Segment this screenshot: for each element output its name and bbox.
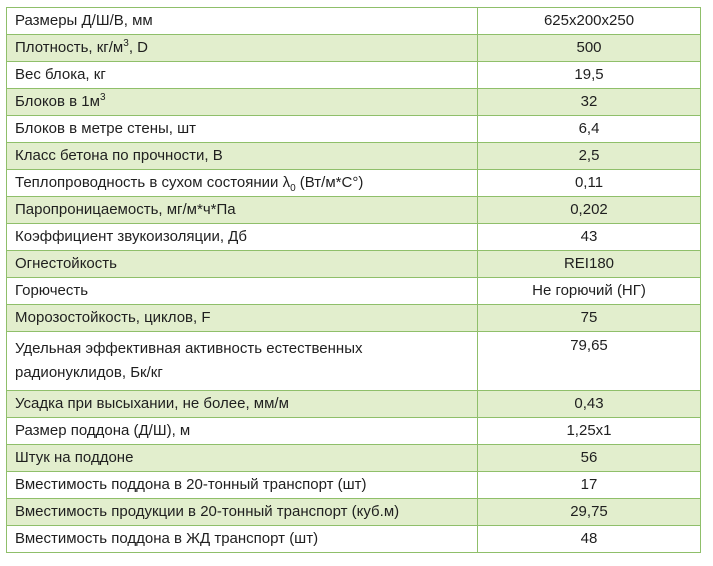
- param-value: 500: [478, 35, 701, 62]
- param-label: [7, 89, 478, 116]
- table-row: [7, 197, 701, 224]
- label-tail: (Вт/м*С°): [295, 174, 364, 191]
- table-row: [7, 278, 701, 305]
- table-row: [7, 418, 701, 445]
- param-value: Не горючий (НГ): [478, 278, 701, 305]
- param-label: Коэффициент звукоизоляции, Дб: [7, 224, 478, 251]
- param-value: 2,5: [478, 143, 701, 170]
- table-row: [7, 332, 701, 391]
- param-value: REI180: [478, 251, 701, 278]
- param-value: 32: [478, 89, 701, 116]
- param-label: Паропроницаемость, мг/м*ч*Па: [7, 197, 478, 224]
- table-row: [7, 251, 701, 278]
- table-row: [7, 391, 701, 418]
- param-value: 79,65: [478, 332, 701, 391]
- param-label: Вместимость продукции в 20-тонный транспорт (куб.м): [7, 499, 478, 526]
- param-value: 6,4: [478, 116, 701, 143]
- table-row: [7, 445, 701, 472]
- param-value: 17: [478, 472, 701, 499]
- param-value: 56: [478, 445, 701, 472]
- param-value: 29,75: [478, 499, 701, 526]
- label-superscript: 3: [123, 38, 129, 49]
- table-row: [7, 89, 701, 116]
- param-label: [7, 35, 478, 62]
- table-row: [7, 170, 701, 197]
- label-subscript: 0: [290, 183, 296, 194]
- param-label: Удельная эффективная активность естественных радионуклидов, Бк/кг: [7, 332, 478, 391]
- table-row: [7, 224, 701, 251]
- param-label: Вместимость поддона в ЖД транспорт (шт): [7, 526, 478, 553]
- table-row: [7, 472, 701, 499]
- label-tail: , D: [128, 39, 148, 56]
- specifications-table: [6, 7, 701, 553]
- param-label: Усадка при высыхании, не более, мм/м: [7, 391, 478, 418]
- table-row: [7, 62, 701, 89]
- table-row: [7, 8, 701, 35]
- table-row: [7, 35, 701, 62]
- table-row: [7, 499, 701, 526]
- param-value: 625х200х250: [478, 8, 701, 35]
- param-value: 48: [478, 526, 701, 553]
- param-label: Вместимость поддона в 20-тонный транспорт (шт): [7, 472, 478, 499]
- param-value: 1,25х1: [478, 418, 701, 445]
- label-text: Блоков в 1м: [15, 93, 100, 110]
- param-label: Огнестойкость: [7, 251, 478, 278]
- param-label: Морозостойкость, циклов, F: [7, 305, 478, 332]
- param-value: 0,11: [478, 170, 701, 197]
- table-row: [7, 116, 701, 143]
- param-label: [7, 170, 478, 197]
- param-value: 0,202: [478, 197, 701, 224]
- table-row: [7, 526, 701, 553]
- table-row: [7, 143, 701, 170]
- param-label: Размер поддона (Д/Ш), м: [7, 418, 478, 445]
- param-value: 0,43: [478, 391, 701, 418]
- param-label: Горючесть: [7, 278, 478, 305]
- param-label: Блоков в метре стены, шт: [7, 116, 478, 143]
- param-label: Штук на поддоне: [7, 445, 478, 472]
- param-value: 19,5: [478, 62, 701, 89]
- table-row: [7, 305, 701, 332]
- param-value: 43: [478, 224, 701, 251]
- param-value: 75: [478, 305, 701, 332]
- label-superscript: 3: [99, 92, 106, 103]
- label-text: Плотность, кг/м: [15, 39, 124, 56]
- param-label: Класс бетона по прочности, В: [7, 143, 478, 170]
- label-text: Теплопроводность в сухом состоянии λ: [15, 174, 291, 191]
- param-label: Размеры Д/Ш/В, мм: [7, 8, 478, 35]
- param-label: Вес блока, кг: [7, 62, 478, 89]
